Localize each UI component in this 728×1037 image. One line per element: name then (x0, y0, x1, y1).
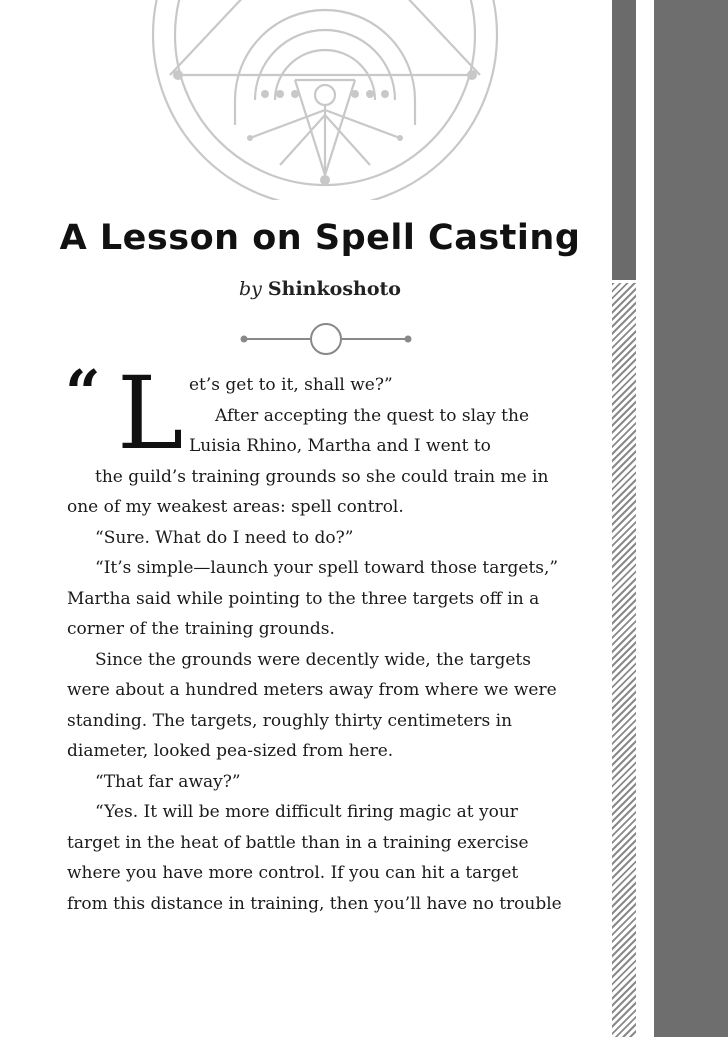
magic-circle-emblem-icon (140, 0, 510, 200)
page-edge-band (612, 0, 636, 280)
text-line: target in the heat of battle than in a training exercise (67, 832, 529, 853)
story-body (65, 355, 597, 919)
text-line: “That far away?” (95, 771, 241, 792)
text-line: diameter, looked pea-sized from here. (67, 741, 394, 761)
text-line: “Sure. What do I need to do?” (95, 527, 354, 548)
text-line: where you have more control. If you can hit a target (67, 863, 519, 883)
text-line: Luisia Rhino, Martha and I went to (189, 436, 491, 456)
text-line: After accepting the quest to slay the (215, 405, 530, 426)
text-line: Since the grounds were decently wide, the targets (95, 649, 531, 670)
author-name: Shinkoshoto (267, 278, 401, 300)
byline (40, 278, 600, 300)
byline-prefix: by (239, 278, 262, 300)
text-line: Martha said while pointing to the three targets off in a (67, 588, 540, 609)
text-line: et’s get to it, shall we?” (189, 375, 393, 395)
text-line: were about a hundred meters away from where we were (67, 680, 557, 700)
drop-cap: L (117, 355, 184, 472)
page-edge-hatch (612, 283, 636, 1037)
page-edge-gap (636, 0, 654, 1037)
opening-quote-mark: “ (65, 356, 101, 429)
opening-paragraph (65, 355, 597, 472)
text-line: “Yes. It will be more difficult firing magic at your (95, 802, 518, 822)
chapter-title: A Lesson on Spell Casting (59, 218, 581, 258)
circle-divider-ornament-icon (240, 322, 412, 356)
text-line: from this distance in training, then you’ll have no trouble (67, 893, 562, 914)
text-line: standing. The targets, roughly thirty centimeters in (67, 710, 513, 731)
text-line: “It’s simple—launch your spell toward those targets,” (95, 558, 559, 578)
page-edge-dark (654, 0, 728, 1037)
text-line: the guild’s training grounds so she could train me in (95, 466, 549, 487)
text-line: one of my weakest areas: spell control. (67, 497, 404, 517)
text-line: corner of the training grounds. (67, 619, 335, 639)
